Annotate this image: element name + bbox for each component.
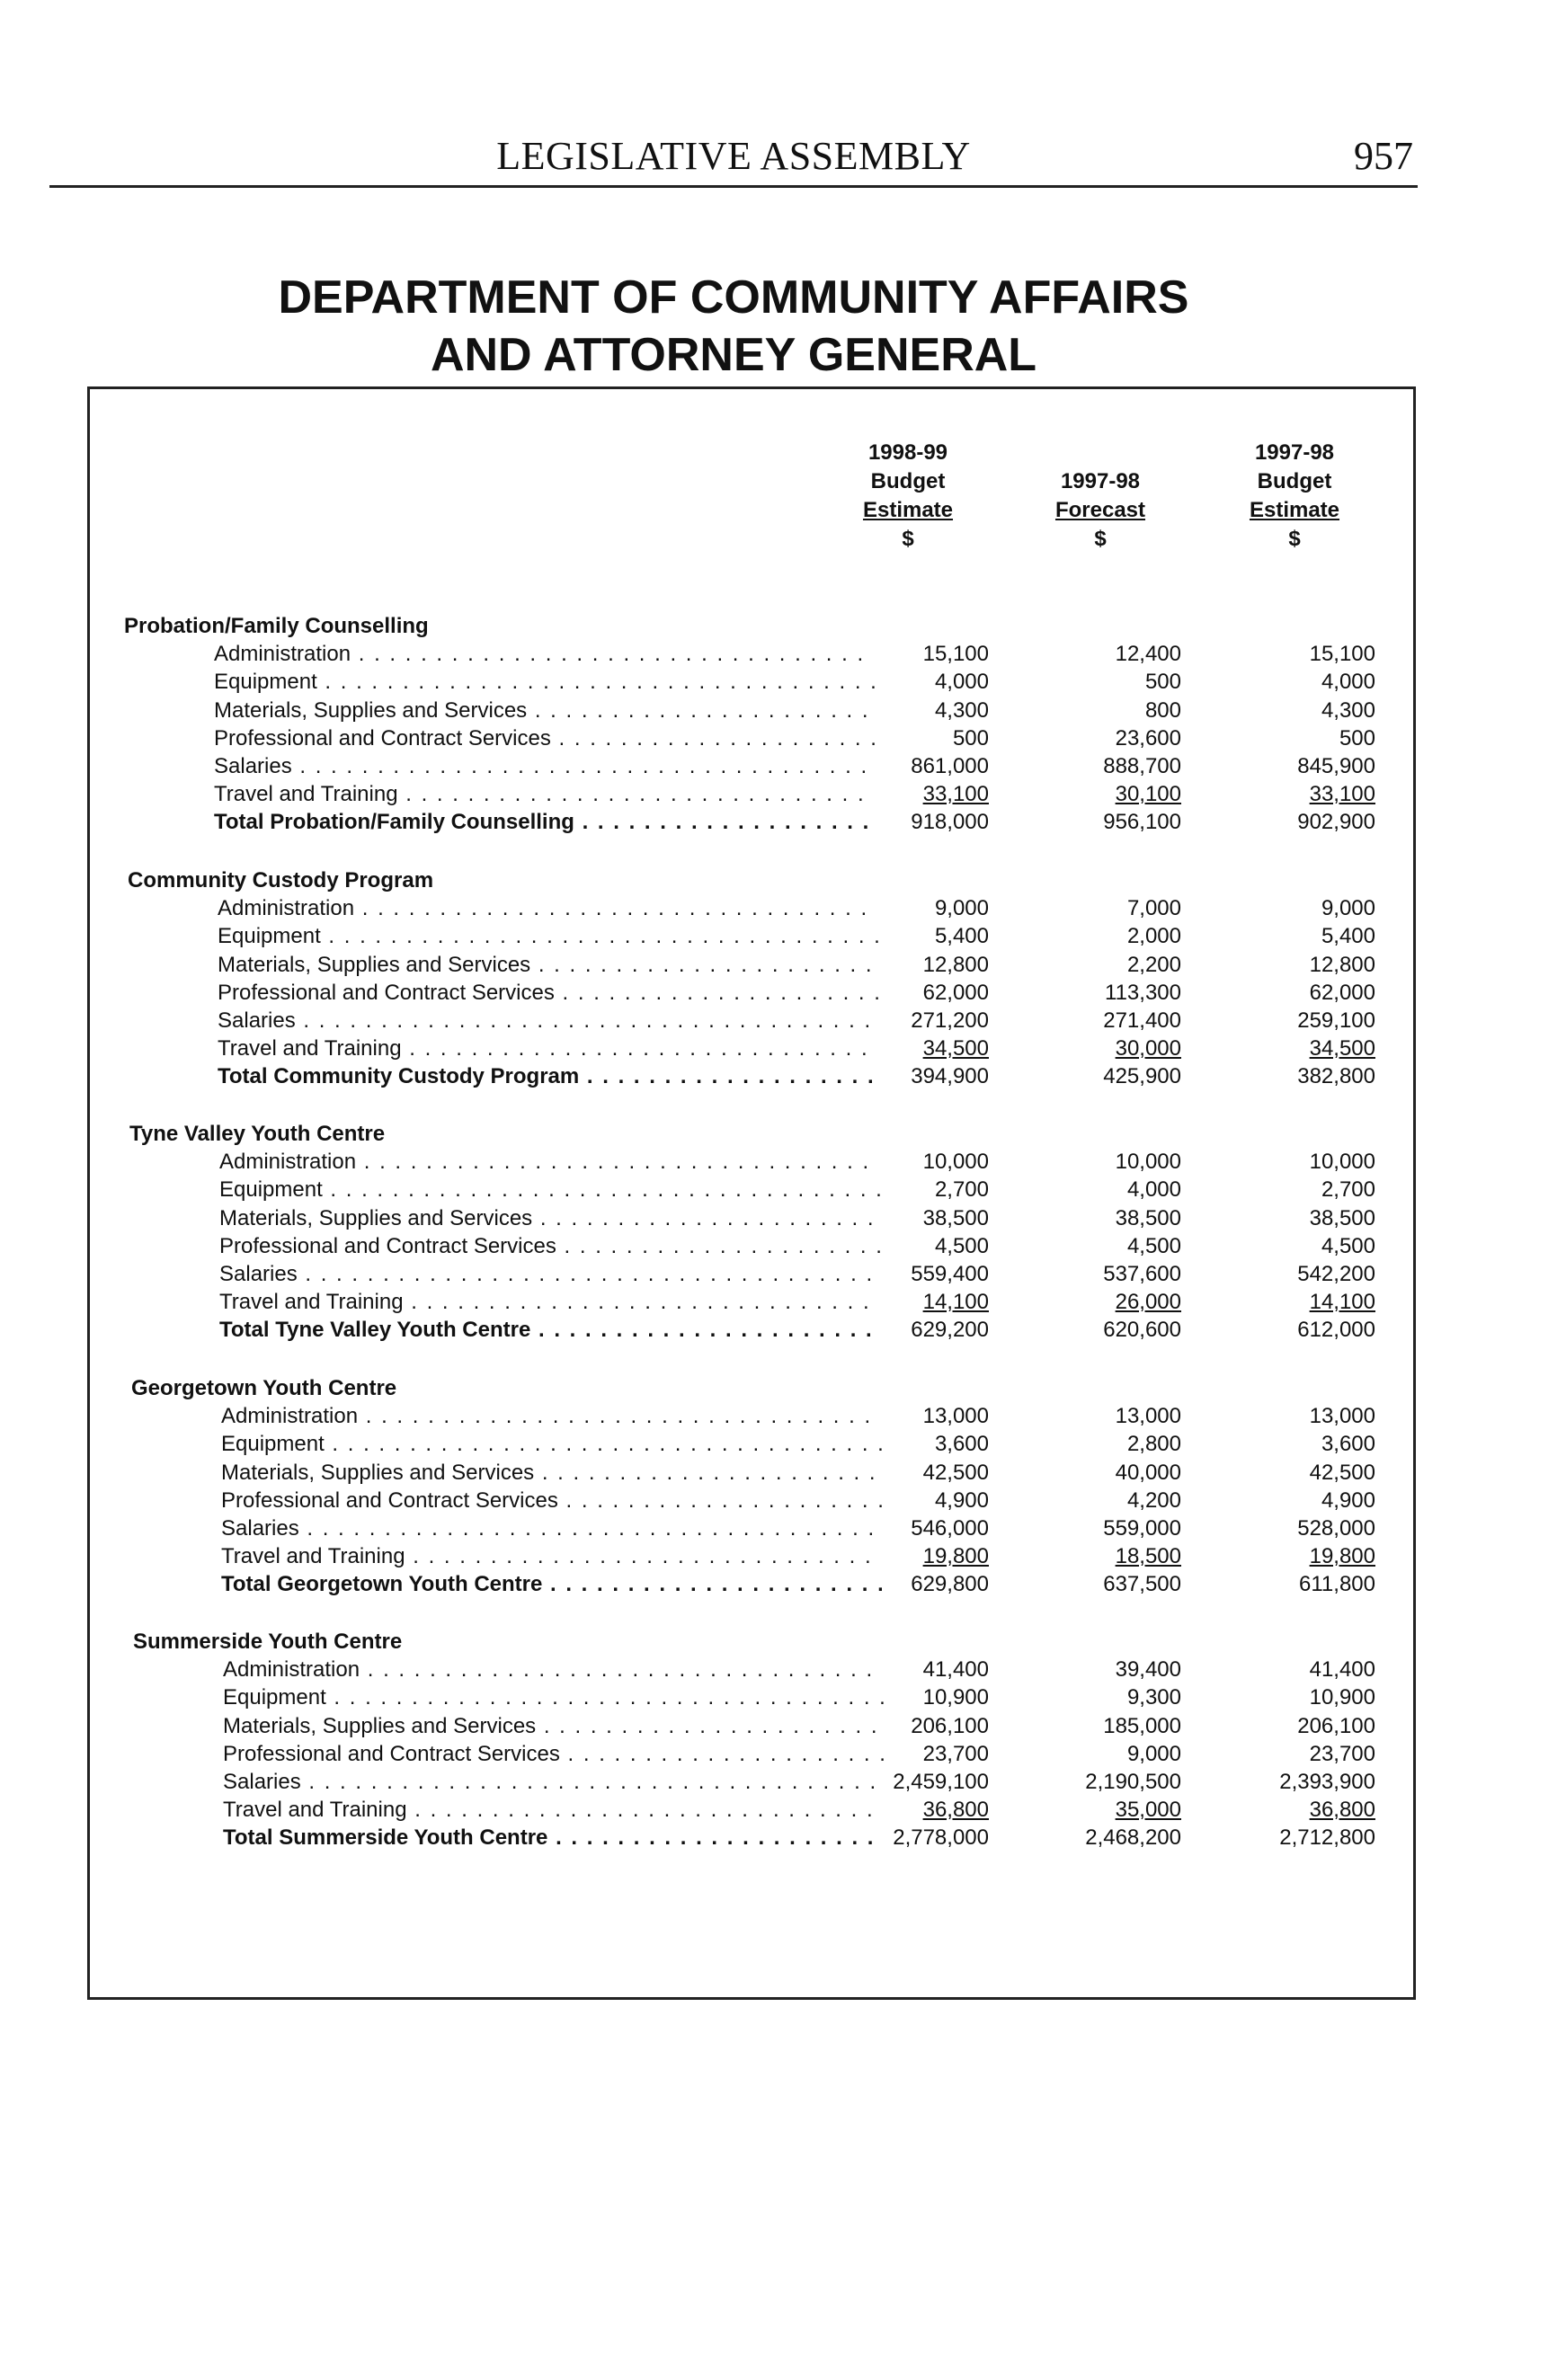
table-row <box>90 642 1419 670</box>
table-row <box>90 981 1419 1008</box>
row-value: 4,200 <box>1126 1488 1181 1513</box>
col-head-line2: 1997-98 <box>1060 469 1141 493</box>
row-label: Administration . . . <box>221 1404 882 1429</box>
section-title: Tyne Valley Youth Centre <box>129 1122 386 1146</box>
row-value: 5,400 <box>934 924 989 949</box>
table-row <box>90 1262 1419 1290</box>
row-label: Equipment . . . <box>218 924 878 949</box>
row-value: 394,900 <box>911 1064 989 1089</box>
table-row <box>90 782 1419 810</box>
col-head-unit: $ <box>902 527 914 551</box>
row-value: 12,400 <box>1115 642 1181 667</box>
col-head-line1: 1998-99 <box>867 440 948 465</box>
row-value: 42,500 <box>1309 1460 1375 1485</box>
department-title-line2: AND ATTORNEY GENERAL <box>430 329 1037 381</box>
row-label: Materials, Supplies and Services . . . <box>221 1461 882 1486</box>
row-value: 4,500 <box>1126 1233 1181 1258</box>
row-value: 41,400 <box>1309 1657 1375 1683</box>
row-label: Materials, Supplies and Services . . . <box>214 698 875 724</box>
row-value: 500 <box>1144 670 1181 695</box>
row-label: Total Community Custody Program . . . <box>218 1064 878 1089</box>
total-row <box>90 1318 1419 1345</box>
row-value: 611,800 <box>1299 1572 1375 1597</box>
page-number: 957 <box>1354 134 1413 178</box>
row-value: 2,700 <box>934 1177 989 1203</box>
row-value: 14,100 <box>922 1290 989 1315</box>
table-row <box>90 1516 1419 1544</box>
row-value: 4,300 <box>1321 697 1375 723</box>
row-label: Materials, Supplies and Services . . . <box>219 1206 880 1231</box>
row-value: 271,400 <box>1103 1008 1181 1033</box>
total-row <box>90 1064 1419 1092</box>
table-row <box>90 1798 1419 1825</box>
row-label: Travel and Training . . . <box>221 1544 882 1569</box>
row-value: 113,300 <box>1105 980 1181 1005</box>
table-row <box>90 1290 1419 1318</box>
row-label: Salaries . . . <box>219 1262 880 1287</box>
row-value: 537,600 <box>1103 1262 1181 1286</box>
table-row <box>90 953 1419 981</box>
row-value: 2,800 <box>1126 1432 1181 1457</box>
row-value: 4,000 <box>1126 1177 1181 1203</box>
row-value: 13,000 <box>1309 1404 1375 1429</box>
header-title: LEGISLATIVE ASSEMBLY <box>496 134 971 178</box>
row-value: 9,000 <box>1321 896 1375 921</box>
total-row <box>90 810 1419 838</box>
row-value: 3,600 <box>1321 1432 1375 1457</box>
row-value: 10,000 <box>1309 1150 1375 1175</box>
table-row <box>90 1234 1419 1262</box>
row-value: 4,900 <box>1321 1488 1375 1513</box>
row-value: 35,000 <box>1115 1798 1181 1823</box>
column-header-1997-98-estimate <box>1196 439 1393 554</box>
column-header-1997-98-forecast <box>1001 439 1199 554</box>
department-title-line1: DEPARTMENT OF COMMUNITY AFFAIRS <box>278 271 1189 324</box>
table-row <box>90 1742 1419 1770</box>
table-row <box>90 1036 1419 1064</box>
table-row <box>90 1206 1419 1234</box>
row-value: 33,100 <box>922 782 989 807</box>
row-value: 2,190,500 <box>1085 1770 1181 1794</box>
row-value: 206,100 <box>1297 1713 1375 1738</box>
row-value: 36,800 <box>922 1798 989 1823</box>
row-label: Equipment . . . <box>221 1432 882 1457</box>
row-value: 528,000 <box>1297 1516 1375 1541</box>
row-value: 34,500 <box>1309 1036 1375 1061</box>
row-value: 888,700 <box>1103 754 1181 778</box>
total-row <box>90 1572 1419 1600</box>
row-value: 13,000 <box>922 1404 989 1429</box>
table-row <box>90 1488 1419 1516</box>
section-title: Community Custody Program <box>128 868 434 892</box>
row-value: 5,400 <box>1321 924 1375 949</box>
row-label: Equipment . . . <box>223 1685 884 1710</box>
row-value: 36,800 <box>1309 1798 1375 1823</box>
row-value: 30,100 <box>1115 782 1181 807</box>
row-label: Total Tyne Valley Youth Centre . . . <box>219 1318 880 1343</box>
row-value: 23,700 <box>1309 1741 1375 1766</box>
row-value: 7,000 <box>1126 896 1181 921</box>
row-value: 2,700 <box>1321 1177 1375 1203</box>
table-row <box>90 924 1419 952</box>
row-value: 62,000 <box>922 980 989 1005</box>
row-value: 41,400 <box>922 1657 989 1683</box>
row-label: Equipment . . . <box>219 1177 880 1203</box>
row-value: 10,000 <box>922 1150 989 1175</box>
row-value: 4,000 <box>934 670 989 695</box>
table-row <box>90 1150 1419 1177</box>
row-value: 2,200 <box>1126 952 1181 977</box>
table-row <box>90 1544 1419 1572</box>
row-value: 10,900 <box>922 1685 989 1710</box>
col-head-line3: Forecast <box>1054 498 1146 522</box>
table-row <box>90 1177 1419 1205</box>
row-value: 12,800 <box>922 952 989 977</box>
row-label: Salaries . . . <box>223 1770 884 1795</box>
column-header-1998-99-estimate <box>809 439 1007 554</box>
col-head-unit: $ <box>1288 527 1301 551</box>
row-value: 15,100 <box>922 642 989 667</box>
row-value: 800 <box>1144 697 1181 723</box>
row-value: 30,000 <box>1115 1036 1181 1061</box>
row-value: 559,400 <box>911 1262 989 1286</box>
col-head-line2: Budget <box>1257 469 1332 493</box>
row-label: Travel and Training . . . <box>218 1036 878 1061</box>
row-label: Materials, Supplies and Services . . . <box>218 953 878 978</box>
row-value: 4,900 <box>934 1488 989 1513</box>
row-value: 9,300 <box>1126 1685 1181 1710</box>
row-value: 425,900 <box>1103 1064 1181 1089</box>
row-label: Professional and Contract Services . . . <box>214 726 875 751</box>
row-label: Total Summerside Youth Centre . . . <box>223 1825 884 1851</box>
row-value: 918,000 <box>911 810 989 835</box>
row-value: 33,100 <box>1309 782 1375 807</box>
row-value: 38,500 <box>1309 1205 1375 1230</box>
section-title: Probation/Family Counselling <box>124 614 429 638</box>
row-value: 40,000 <box>1115 1460 1181 1485</box>
row-label: Travel and Training . . . <box>219 1290 880 1315</box>
table-row <box>90 1657 1419 1685</box>
row-value: 13,000 <box>1115 1404 1181 1429</box>
row-label: Professional and Contract Services . . . <box>223 1742 884 1767</box>
row-value: 2,778,000 <box>893 1825 989 1851</box>
table-row <box>90 670 1419 697</box>
section-title: Summerside Youth Centre <box>133 1630 403 1654</box>
row-value: 4,500 <box>934 1233 989 1258</box>
row-value: 10,000 <box>1115 1150 1181 1175</box>
budget-table <box>87 386 1416 2000</box>
row-value: 500 <box>952 725 989 750</box>
row-label: Materials, Supplies and Services . . . <box>223 1714 884 1739</box>
total-row <box>90 1825 1419 1853</box>
row-value: 902,900 <box>1297 810 1375 835</box>
row-value: 4,500 <box>1321 1233 1375 1258</box>
row-value: 542,200 <box>1297 1262 1375 1286</box>
table-row <box>90 1008 1419 1036</box>
row-value: 39,400 <box>1115 1657 1181 1683</box>
row-value: 9,000 <box>1126 1741 1181 1766</box>
row-value: 26,000 <box>1115 1290 1181 1315</box>
table-row <box>90 1770 1419 1798</box>
row-value: 2,459,100 <box>893 1770 989 1794</box>
row-value: 34,500 <box>922 1036 989 1061</box>
col-head-line3: Estimate <box>862 498 954 522</box>
col-head-line1 <box>1001 439 1199 467</box>
row-value: 14,100 <box>1309 1290 1375 1315</box>
col-head-line2: Budget <box>870 469 946 493</box>
row-value: 23,700 <box>922 1741 989 1766</box>
row-value: 9,000 <box>934 896 989 921</box>
row-value: 629,800 <box>911 1572 989 1597</box>
row-label: Professional and Contract Services . . . <box>219 1234 880 1259</box>
row-value: 500 <box>1339 725 1375 750</box>
row-label: Administration . . . <box>219 1150 880 1175</box>
row-label: Professional and Contract Services . . . <box>218 981 878 1006</box>
row-value: 19,800 <box>922 1544 989 1569</box>
row-value: 861,000 <box>911 754 989 778</box>
row-value: 2,000 <box>1126 924 1181 949</box>
col-head-line1: 1997-98 <box>1254 440 1335 465</box>
table-row <box>90 1404 1419 1432</box>
row-value: 12,800 <box>1309 952 1375 977</box>
row-label: Administration . . . <box>223 1657 884 1683</box>
row-value: 629,200 <box>911 1318 989 1343</box>
row-label: Total Probation/Family Counselling . . . <box>214 810 875 835</box>
row-value: 2,468,200 <box>1085 1825 1181 1851</box>
table-row <box>90 698 1419 726</box>
row-label: Administration . . . <box>214 642 875 667</box>
row-value: 845,900 <box>1297 754 1375 778</box>
row-value: 19,800 <box>1309 1544 1375 1569</box>
row-value: 956,100 <box>1103 810 1181 835</box>
row-value: 38,500 <box>922 1205 989 1230</box>
row-value: 3,600 <box>934 1432 989 1457</box>
row-value: 4,300 <box>934 697 989 723</box>
row-value: 382,800 <box>1297 1064 1375 1089</box>
row-value: 62,000 <box>1309 980 1375 1005</box>
row-value: 2,393,900 <box>1279 1770 1375 1794</box>
row-value: 10,900 <box>1309 1685 1375 1710</box>
row-label: Professional and Contract Services . . . <box>221 1488 882 1514</box>
row-value: 637,500 <box>1103 1572 1181 1597</box>
table-row <box>90 1432 1419 1460</box>
row-value: 18,500 <box>1115 1544 1181 1569</box>
table-row <box>90 1685 1419 1713</box>
row-value: 259,100 <box>1297 1008 1375 1033</box>
row-label: Salaries . . . <box>214 754 875 779</box>
table-row <box>90 896 1419 924</box>
row-value: 2,712,800 <box>1279 1825 1375 1851</box>
row-label: Administration . . . <box>218 896 878 921</box>
row-value: 15,100 <box>1309 642 1375 667</box>
row-value: 559,000 <box>1103 1516 1181 1541</box>
row-value: 42,500 <box>922 1460 989 1485</box>
row-value: 4,000 <box>1321 670 1375 695</box>
row-label: Equipment . . . <box>214 670 875 695</box>
table-row <box>90 1461 1419 1488</box>
row-label: Total Georgetown Youth Centre . . . <box>221 1572 882 1597</box>
row-label: Travel and Training . . . <box>214 782 875 807</box>
table-row <box>90 1714 1419 1742</box>
row-label: Travel and Training . . . <box>223 1798 884 1823</box>
row-label: Salaries . . . <box>221 1516 882 1541</box>
section-title: Georgetown Youth Centre <box>131 1376 397 1400</box>
row-value: 206,100 <box>911 1713 989 1738</box>
row-label: Salaries . . . <box>218 1008 878 1034</box>
table-row <box>90 754 1419 782</box>
row-value: 612,000 <box>1297 1318 1375 1343</box>
row-value: 620,600 <box>1103 1318 1181 1343</box>
row-value: 271,200 <box>911 1008 989 1033</box>
row-value: 546,000 <box>911 1516 989 1541</box>
col-head-unit: $ <box>1094 527 1107 551</box>
row-value: 38,500 <box>1115 1205 1181 1230</box>
page-header <box>49 133 1418 188</box>
row-value: 23,600 <box>1115 725 1181 750</box>
row-value: 185,000 <box>1103 1713 1181 1738</box>
table-row <box>90 726 1419 754</box>
col-head-line3: Estimate <box>1249 498 1340 522</box>
